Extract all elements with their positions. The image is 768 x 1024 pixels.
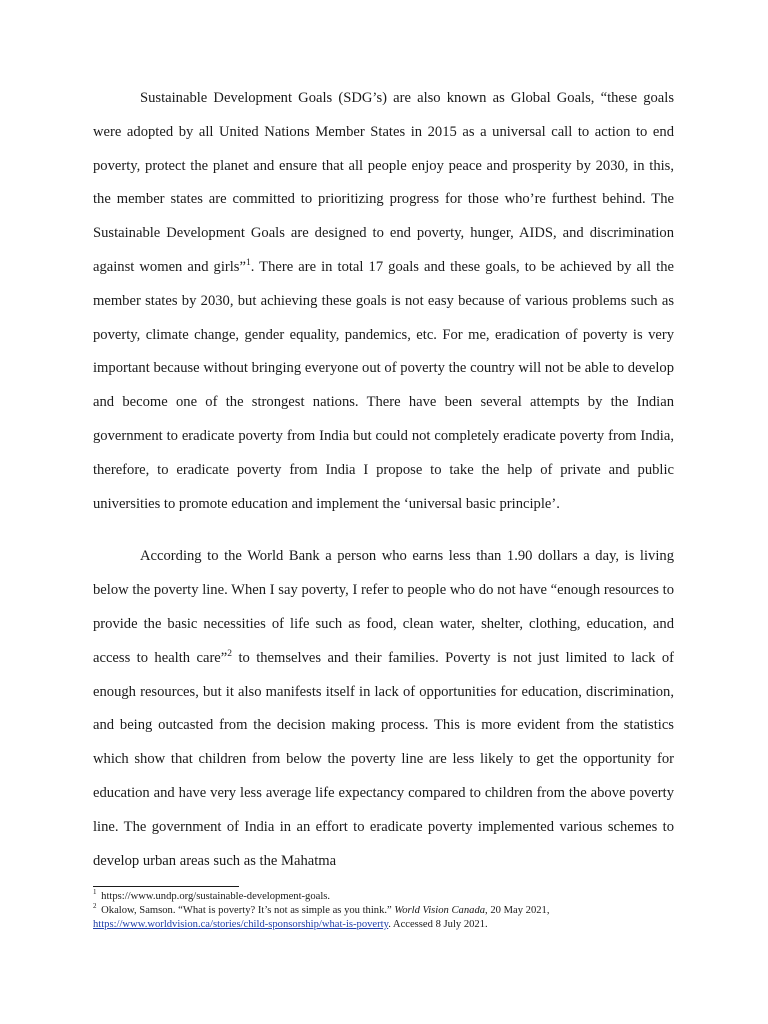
paragraph-text: . There are in total 17 goals and these goals, to be achieved by all the member states by 2030, but achieving these goals is not easy because of various problems such as poverty, climate change, gender equality, pandemics, etc. For me, eradication of poverty is very important because without bringing everyone out of poverty the country will not be able to develop and become one of the strongest nations. There have been several attempts by the Indian government to eradicate poverty from India but could not completely eradicate poverty from India, therefore, to eradicate poverty from India I propose to take the help of private and public universities to promote education and implement the ‘universal basic principle’. [93, 258, 674, 512]
footnote-reference-2[interactable]: 2 [227, 648, 233, 659]
document-body [93, 82, 674, 878]
footnote-2 [93, 904, 693, 932]
paragraph-text: According to the World Bank a person who earns less than 1.90 dollars a day, is living below the poverty line. When I say poverty, I refer to people who do not have “enough resources to provide the basic necessities of life such as food, clean water, shelter, clothing, education, and access to health care” [93, 548, 674, 666]
footnote-date: , 20 May 2021, [485, 905, 550, 916]
footnote-1 [93, 890, 693, 904]
footnote-number: 1 [93, 888, 97, 897]
footnote-link[interactable]: https://www.worldvision.ca/stories/child-sponsorship/what-is-poverty [93, 919, 389, 930]
footnote-accessed: . Accessed 8 July 2021. [388, 919, 488, 930]
paragraph-sdg-intro [93, 82, 674, 521]
paragraph-text: to themselves and their families. Poverty is not just limited to lack of enough resources, but it also manifests itself in lack of opportunities for education, discrimination, and being outcasted from the decision making process. This is more evident from the statistics which show that children from below the poverty line are less likely to get the opportunity for education and have very less average life expectancy compared to children from the above poverty line. The government of India in an effort to eradicate poverty implemented various schemes to develop urban areas such as the Mahatma [93, 649, 675, 869]
footnote-text: https://www.undp.org/sustainable-development-goals. [98, 891, 331, 902]
footnotes-section [93, 886, 693, 932]
paragraph-text: Sustainable Development Goals (SDG’s) are also known as Global Goals, “these goals were adopted by all United Nations Member States in 2015 as a universal call to action to end poverty, protect the planet and ensure that all people enjoy peace and prosperity by 2030, in this, the member states are committed to prioritizing progress for those who’re furthest behind. The Sustainable Development Goals are designed to end poverty, hunger, AIDS, and discrimination against women and girls” [93, 90, 674, 275]
footnote-separator [93, 886, 239, 887]
footnote-citation: Okalow, Samson. “What is poverty? It’s not as simple as you think.” [98, 905, 395, 916]
footnote-reference-1[interactable]: 1 [245, 258, 251, 269]
footnote-source-title: World Vision Canada [394, 905, 486, 916]
paragraph-poverty-definition [93, 540, 674, 878]
footnote-number: 2 [93, 902, 97, 911]
